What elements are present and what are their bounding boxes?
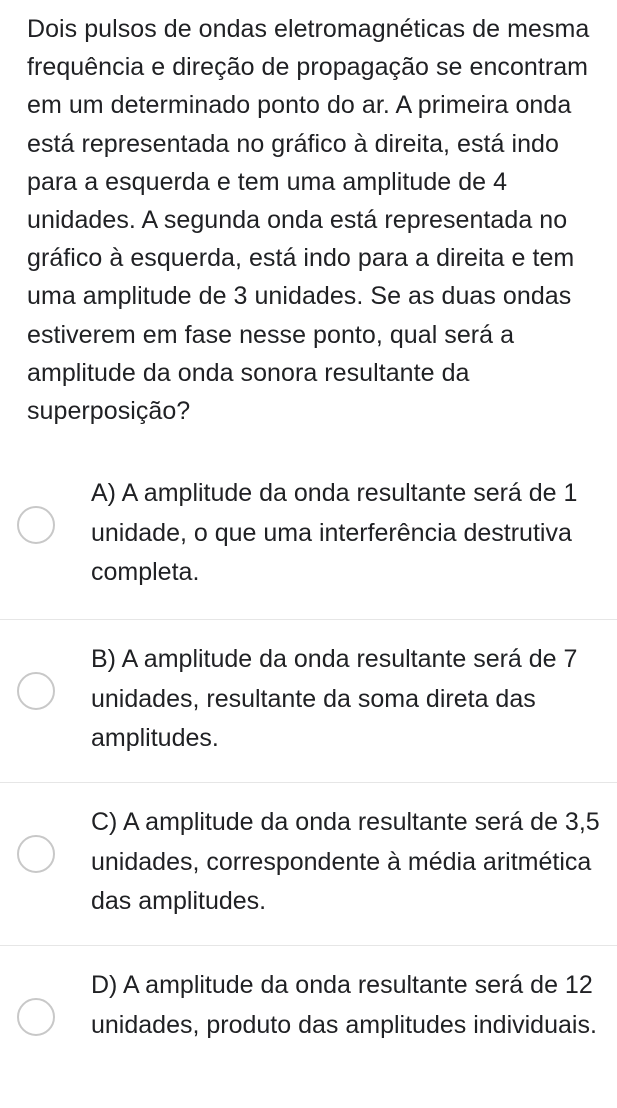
option-c-radio[interactable] (17, 835, 55, 873)
option-a-radio[interactable] (17, 506, 55, 544)
option-d-radio[interactable] (17, 998, 55, 1036)
option-b-radio[interactable] (17, 672, 55, 710)
option-a-label: A) A amplitude da onda resultante será de 1 unidade, o que uma interferência destrutiva completa. (91, 479, 578, 586)
question-text: Dois pulsos de ondas eletromagnéticas de mesma frequência e direção de propagação se encontram em um determinado ponto do ar. A primeira onda está representada no gráfico à direita, está indo para a esquerda e tem uma amplitude de 4 unidades. A segunda onda está representada no gráfico à esquerda, está indo para a direita e tem uma amplitude de 3 unidades. Se as duas ondas estiverem em fase nesse ponto, qual será a amplitude da onda sonora resultante da superposição? (27, 15, 590, 426)
option-d[interactable] (0, 945, 617, 1108)
option-a[interactable] (0, 456, 617, 619)
answer-options (0, 456, 617, 1108)
option-b[interactable] (0, 619, 617, 782)
option-c[interactable] (0, 782, 617, 945)
option-b-label: B) A amplitude da onda resultante será de 7 unidades, resultante da soma direta das amplitudes. (91, 645, 578, 752)
option-c-label: C) A amplitude da onda resultante será de 3,5 unidades, correspondente à média aritmética das amplitudes. (91, 808, 600, 915)
option-d-label: D) A amplitude da onda resultante será de 12 unidades, produto das amplitudes individuais. (91, 971, 597, 1039)
